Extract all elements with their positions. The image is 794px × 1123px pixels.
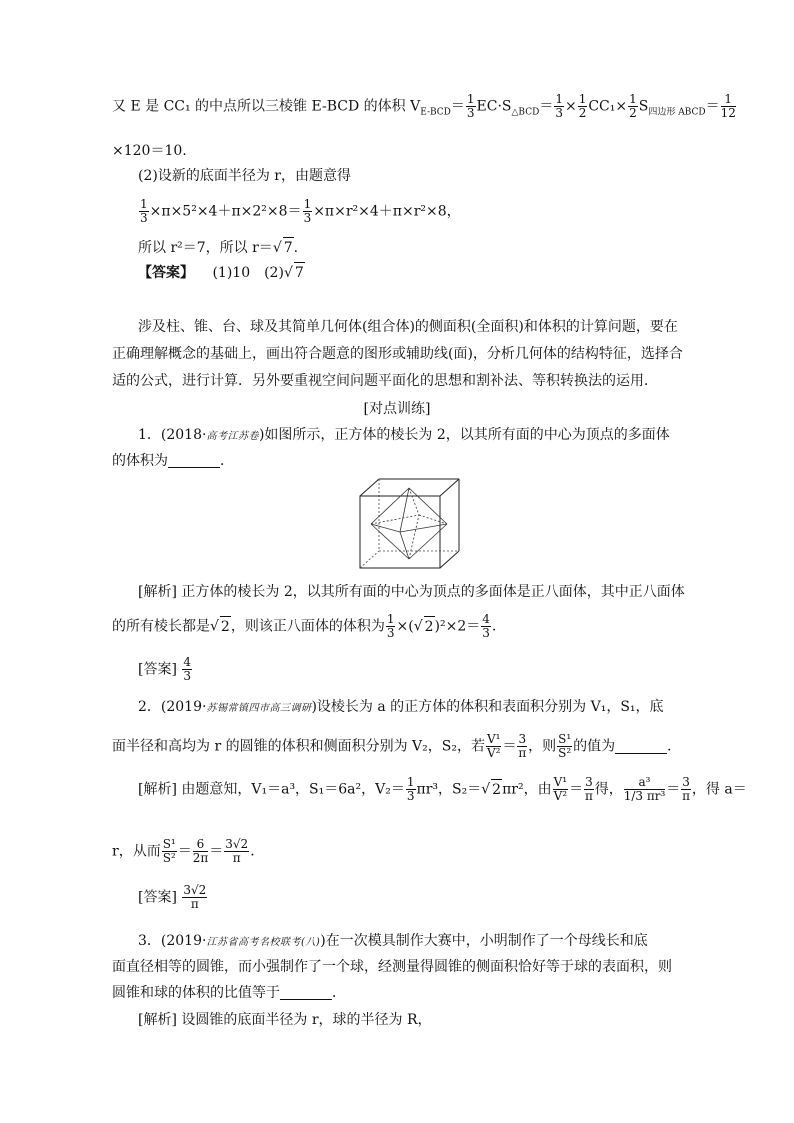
fraction: $\frac{1}{3}$ — [140, 197, 148, 225]
source-label: 苏锡常镇四市高三调研 — [206, 703, 312, 714]
fraction: $\frac{3}{\pi}$ — [518, 732, 527, 760]
solution-line-volume: 又 E 是 CC₁ 的中点所以三棱锥 E-BCD 的体积 $V_{E-BCD}=$ $\frac{1}{3}$ $EC\cdot S_{\triangle BCD}=$ $\frac{1}{3}$ × $\frac{1}{2}$ CC₁× $\frac{1}{2}$ $S_{四边形 ABCD}=$ $\frac{1}{12}$ — [112, 92, 736, 120]
sqrt-symbol: √ — [413, 618, 423, 635]
section-title: [对点训练] — [363, 401, 431, 417]
fraction: $\frac{1}{3}$ — [303, 197, 312, 225]
octahedron — [371, 488, 447, 559]
fraction: $\frac{1}{2}$ — [578, 92, 587, 120]
question-3-line-1: 3．(2019·江苏省高考名校联考(八))在一次模具制作大赛中，小明制作了一个母线长和底 — [138, 933, 648, 949]
answer-line-q2: [答案] $\frac{3√2}{\pi}$ — [138, 883, 207, 911]
question-2-line-2: 面半径和高均为 r 的圆锥的体积和侧面积分别为 V₂，S₂，若 $\frac{\text{V¹}}{\text{V²}}$ ＝ $\frac{3}{\pi}$ ，则 $\frac{\text{S¹}}{\text{S²}}$ 的值为 ． — [112, 732, 682, 760]
sqrt-symbol: √ — [481, 781, 491, 798]
fraction: $\frac{1}{3}$ — [386, 612, 395, 640]
sqrt-symbol: √ — [210, 618, 219, 635]
fraction: $\frac{1}{3}$ — [406, 775, 415, 803]
question-1-line-2: 的体积为 ． — [112, 453, 234, 469]
source-label: 江苏省高考名校联考(八) — [206, 937, 321, 948]
question-1-line-1: 1．(2018·高考江苏卷)如图所示，正方体的棱长为 2，以其所有面的中心为顶点的多面体 — [138, 427, 670, 443]
source-label: 高考江苏卷 — [206, 431, 259, 442]
solution-1-line-1: [解析] 正方体的棱长为 2，以其所有面的中心为顶点的多面体是正八面体，其中正八面体 — [138, 584, 685, 600]
fraction: $\frac{\text{V¹}}{\text{V²}}$ — [486, 732, 501, 760]
summary-line-3: 适的公式，进行计算．另外要重视空间问题平面化的思想和割补法、等积转换法的运用． — [112, 373, 658, 389]
answer-blank — [280, 985, 332, 1000]
solution-1-line-2: 的所有棱长都是√ 2，则该正八面体的体积为 $\frac{1}{3}$ ×(√ 2)²×2＝ $\frac{4}{3}$ . — [112, 612, 497, 640]
solution-2-line-1: [解析] 由题意知，V₁＝a³，S₁＝6a²，V₂＝ $\frac{1}{3}$ πr³，S₂＝√ 2πr²，由 $\frac{\text{V¹}}{\text{V²}}$ ＝ $\frac{3}{\pi}$ 得， $\frac{\text{a³}}{\text{1/3 πr³}}$ ＝ $\frac{3}{\pi}$ ，得 a＝ — [138, 775, 747, 803]
fraction: $\frac{6}{2\pi}$ — [192, 837, 209, 865]
summary-line-1: 涉及柱、锥、台、球及其简单几何体(组合体)的侧面积(全面积)和体积的计算问题，要在 — [138, 319, 678, 335]
fraction: $\frac{4}{3}$ — [183, 655, 192, 683]
fraction: $\frac{1}{12}$ — [720, 92, 736, 120]
question-3-line-3: 圆锥和球的体积的比值等于 ． — [112, 985, 346, 1001]
fraction: $\frac{3√2}{\pi}$ — [225, 837, 249, 865]
fraction: $\frac{1}{2}$ — [629, 92, 637, 120]
solution-2-line-2: r，从而 $\frac{\text{S¹}}{\text{S²}}$ ＝ $\frac{6}{2\pi}$ ＝ $\frac{3√2}{\pi}$ . — [112, 837, 255, 865]
fraction: $\frac{4}{3}$ — [482, 612, 490, 640]
cube-octahedron-figure — [359, 478, 461, 570]
answer-blank — [615, 739, 667, 754]
fraction: $\frac{1}{3}$ — [555, 92, 563, 120]
solution-3-line-1: [解析] 设圆锥的底面半径为 r，球的半径为 R， — [138, 1012, 432, 1028]
fraction: $\frac{3}{\pi}$ — [584, 775, 593, 803]
sqrt-symbol: √ — [272, 240, 282, 256]
answer-line-q1: [答案] $\frac{4}{3}$ — [138, 655, 192, 683]
fraction: $\frac{\text{a³}}{\text{1/3 πr³}}$ — [623, 775, 666, 803]
solution-equation: $\frac{1}{3}$ ×π×5²×4＋π×2²×8＝ $\frac{1}{3}$ ×π×r²×4＋π×r²×8， — [140, 197, 461, 225]
question-3-line-2: 面直径相等的圆锥，而小强制作了一个球，经测量得圆锥的侧面积恰好等于球的表面积，则 — [112, 959, 672, 975]
answer-blank — [168, 453, 220, 468]
solution-conclusion: 所以 r²＝7，所以 r＝√ 7. — [138, 237, 298, 258]
fraction: $\frac{\text{S¹}}{\text{S²}}$ — [162, 837, 176, 865]
solution-part2-intro: (2)设新的底面半径为 r，由题意得 — [138, 168, 351, 184]
question-2-line-1: 2．(2019·苏锡常镇四市高三调研)设棱长为 a 的正方体的体积和表面积分别为 V₁，S₁，底 — [138, 699, 664, 715]
fraction: $\frac{\text{S¹}}{\text{S²}}$ — [558, 732, 572, 760]
solution-line-result: ×120＝10. — [112, 143, 187, 159]
summary-line-2: 正确理解概念的基础上，画出符合题意的图形或辅助线(面)，分析几何体的结构特征，选择合 — [112, 346, 683, 362]
sqrt-symbol: √ — [283, 265, 293, 281]
fraction: $\frac{3}{\pi}$ — [682, 775, 691, 803]
fraction: $\frac{1}{3}$ — [466, 92, 475, 120]
fraction: $\frac{3√2}{\pi}$ — [183, 883, 207, 911]
fraction: $\frac{\text{V¹}}{\text{V²}}$ — [553, 775, 568, 803]
answer-line-1: 【答案】 (1)10 (2)√ 7 — [138, 262, 305, 283]
